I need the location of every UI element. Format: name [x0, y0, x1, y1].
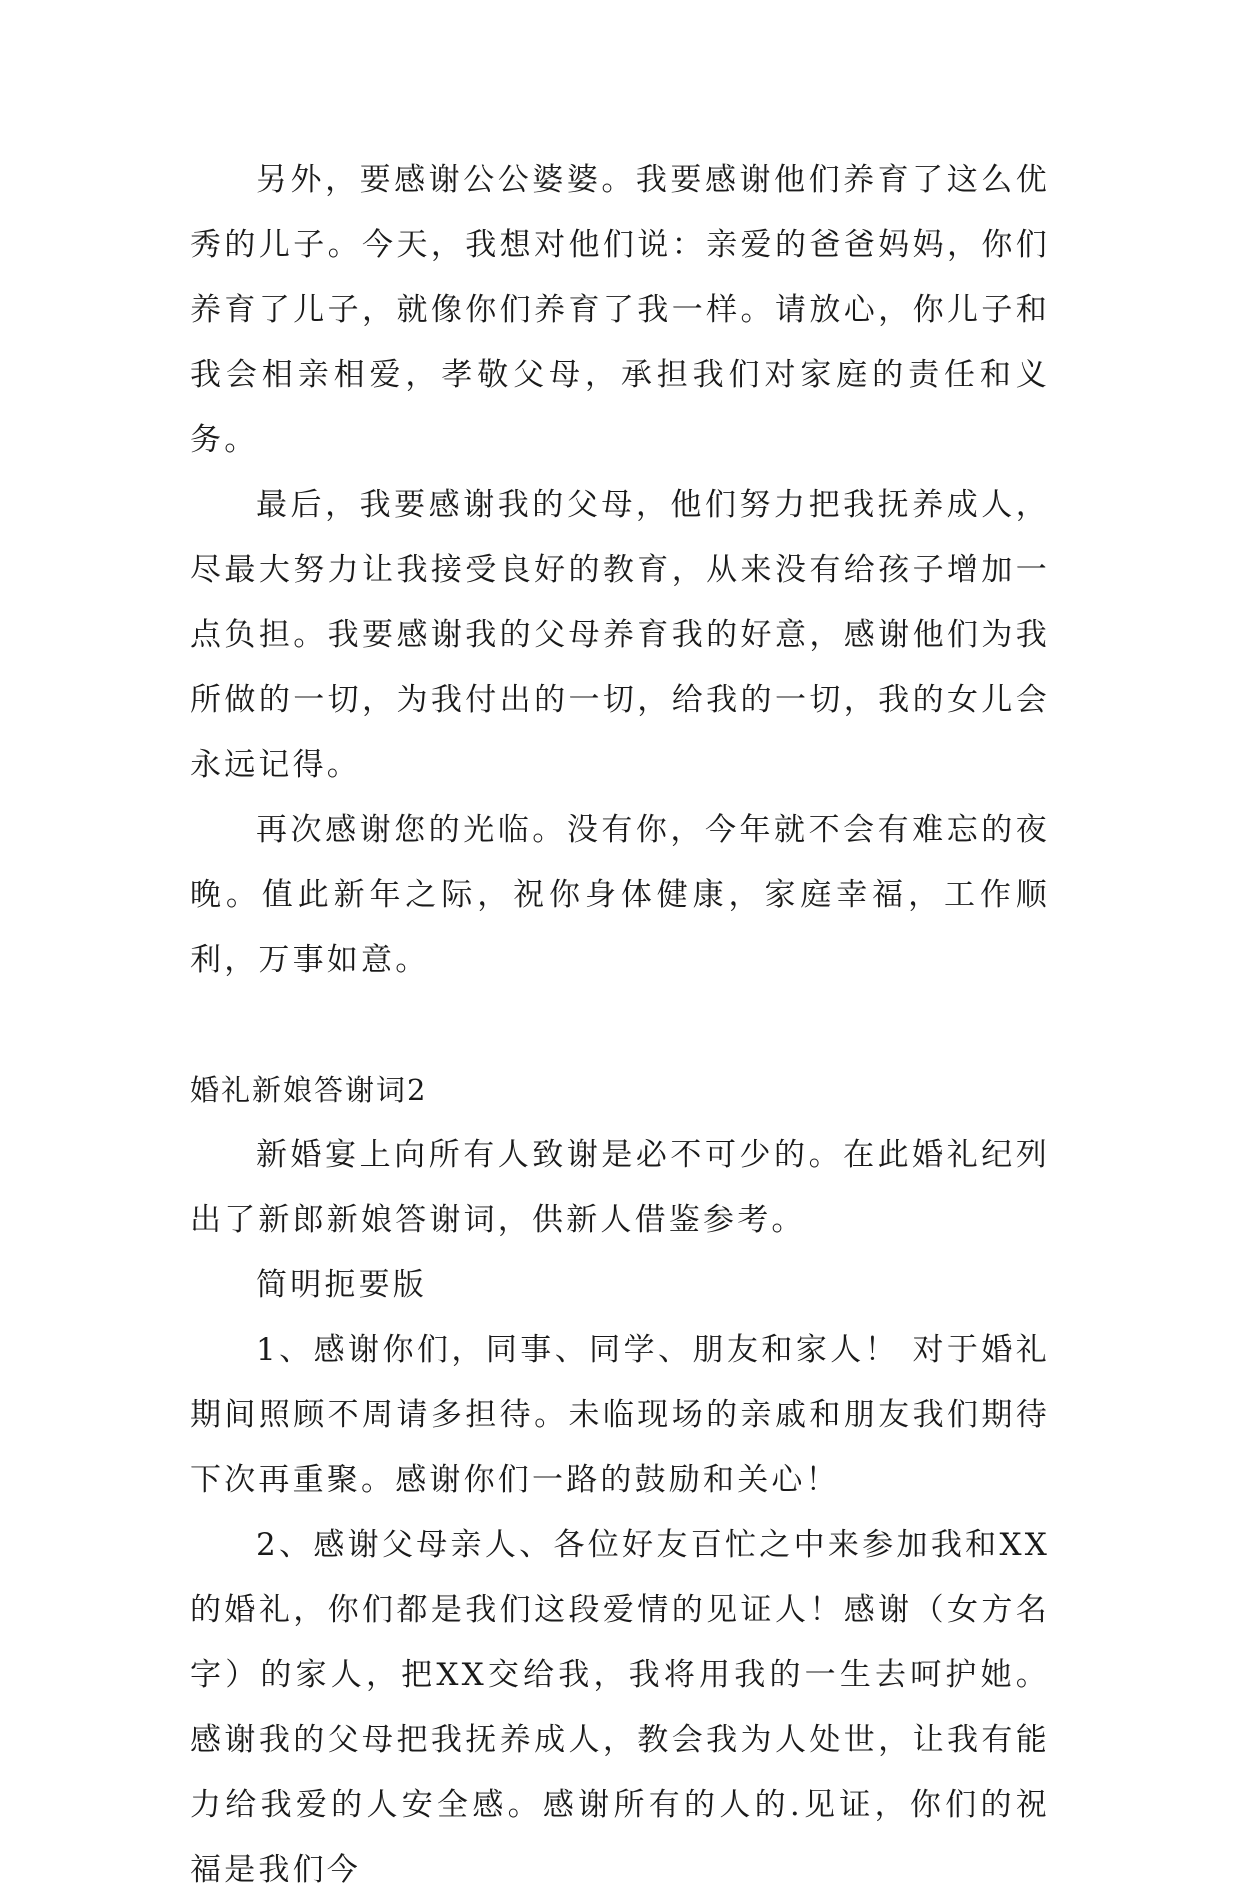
paragraph-closing-wishes: 再次感谢您的光临。没有你，今年就不会有难忘的夜晚。值此新年之际，祝你身体健康，家庭幸福，工作顺利，万事如意。: [190, 812, 1050, 978]
paragraph-subheading: 简明扼要版: [256, 1267, 427, 1303]
paragraph-thanks-in-laws: 另外，要感谢公公婆婆。我要感谢他们养育了这么优秀的儿子。今天，我想对他们说：亲爱的爸爸妈妈，你们养育了儿子，就像你们养育了我一样。请放心，你儿子和我会相亲相爱，孝敬父母，承担我们对家庭的责任和义务。: [190, 162, 1050, 458]
paragraph-item-1: 1、感谢你们，同事、同学、朋友和家人！ 对于婚礼期间照顾不周请多担待。未临现场的亲戚和朋友我们期待下次再重聚。感谢你们一路的鼓励和关心！: [190, 1332, 1050, 1498]
paragraph-item-2: 2、感谢父母亲人、各位好友百忙之中来参加我和XX的婚礼，你们都是我们这段爱情的见证人！感谢（女方名字）的家人，把XX交给我，我将用我的一生去呵护她。感谢我的父母把我抚养成人，教会我为人处世，让我有能力给我爱的人安全感。感谢所有的人的.见证，你们的祝福是我们今: [190, 1527, 1050, 1888]
paragraph-thanks-parents: 最后，我要感谢我的父母，他们努力把我抚养成人，尽最大努力让我接受良好的教育，从来没有给孩子增加一点负担。我要感谢我的父母养育我的好意，感谢他们为我所做的一切，为我付出的一切，给我的一切，我的女儿会永远记得。: [190, 487, 1050, 783]
section-heading: 婚礼新娘答谢词2: [190, 1073, 428, 1107]
section-spacer: [190, 993, 1050, 1058]
document-page: [190, 148, 1050, 1903]
paragraph-intro: 新婚宴上向所有人致谢是必不可少的。在此婚礼纪列出了新郎新娘答谢词，供新人借鉴参考。: [190, 1137, 1050, 1238]
